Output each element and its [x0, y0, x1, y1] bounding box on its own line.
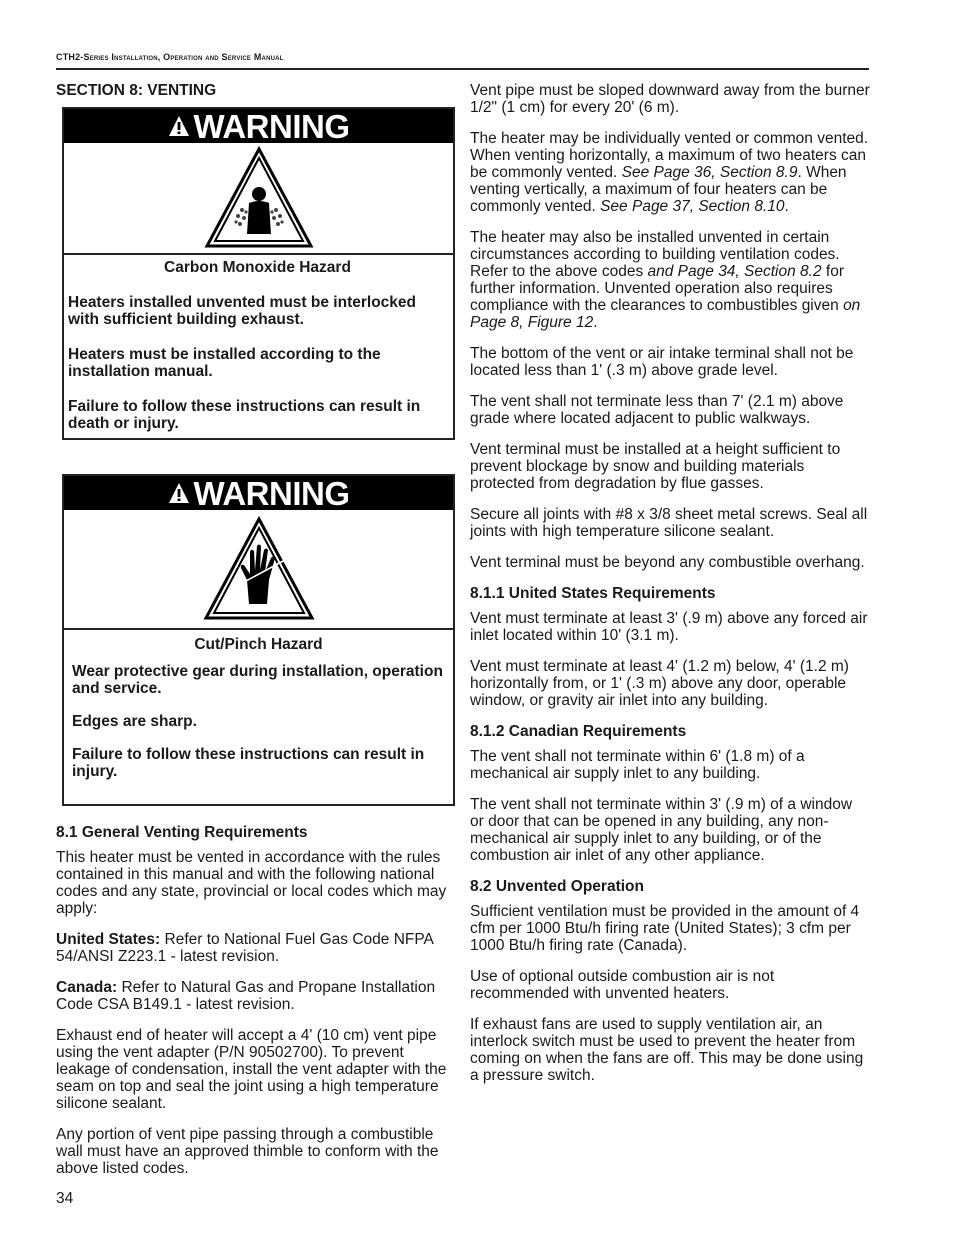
warning-line: Failure to follow these instructions can result in injury. [72, 746, 425, 780]
warning-header [64, 476, 453, 510]
right-column [470, 82, 870, 1098]
paragraph-us-codes [56, 931, 456, 965]
co-hazard-icon [64, 143, 453, 255]
paragraph: Vent pipe must be sloped downward away from the burner 1/2" (1 cm) for every 20' (6 m). [470, 82, 870, 116]
warning-label: WARNING [193, 474, 350, 512]
text: . [593, 314, 598, 331]
warning-body [64, 255, 453, 438]
paragraph: Exhaust end of heater will accept a 4' (10 cm) vent pipe using the vent adapter (P/N 90502700). To prevent leakage of condensation, install the vent adapter with the seam on top and seal the joint using a high temperature silicone sealant. [56, 1027, 447, 1112]
page-ref-link: and Page 34, Section 8.2 [647, 263, 822, 280]
paragraph: If exhaust fans are used to supply ventilation air, an interlock switch must be used to prevent the heater from coming on when the fans are off. This may be done using a pressure switch. [470, 1016, 864, 1084]
paragraph: Any portion of vent pipe passing through a combustible wall must have an approved thimble to conform with the above listed codes. [56, 1126, 439, 1177]
paragraph: The vent shall not terminate less than 7' (2.1 m) above grade where located adjacent to public walkways. [470, 393, 844, 427]
paragraph: Vent terminal must be beyond any combustible overhang. [470, 554, 865, 571]
us-text: Refer to National Fuel Gas Code NFPA 54/ANSI Z223.1 - latest revision. [56, 931, 434, 965]
paragraph-canada-codes [56, 979, 456, 1013]
paragraph: Vent must terminate at least 3' (.9 m) above any forced air inlet located within 10' (3.1 m). [470, 610, 868, 644]
warning-triangle-icon [168, 482, 190, 504]
section-8-1-2-title: 8.1.2 Canadian Requirements [470, 723, 687, 740]
paragraph-common-venting [470, 130, 870, 215]
text: . When venting vertically, a maximum of four heaters can be commonly vented. [470, 164, 847, 215]
warning-label: WARNING [193, 107, 350, 145]
page-ref-link: on Page 8, Figure 12 [470, 297, 861, 331]
section-8-2-title: 8.2 Unvented Operation [470, 878, 644, 895]
paragraph: The vent shall not terminate within 6' (1.8 m) of a mechanical air supply inlet to any building. [470, 748, 805, 782]
warning-line: Edges are sharp. [72, 713, 197, 730]
section-8-1-title: 8.1 General Venting Requirements [56, 824, 308, 841]
section-8-1-1-title: 8.1.1 United States Requirements [470, 585, 716, 602]
page-number: 34 [56, 1190, 74, 1207]
paragraph: The vent shall not terminate within 3' (.9 m) of a window or door that can be opened in any building, any non-mechanical air supply inlet to any building, or of the combustion air inlet of any other appliance. [470, 796, 853, 864]
warning-triangle-icon [168, 115, 190, 137]
paragraph: Vent terminal must be installed at a height sufficient to prevent blockage by snow and building materials protected from degradation by flue gasses. [470, 441, 841, 492]
page-ref-link: See Page 37, Section 8.10 [600, 198, 785, 215]
paragraph: Use of optional outside combustion air is not recommended with unvented heaters. [470, 968, 775, 1002]
warning-title: Carbon Monoxide Hazard [164, 259, 351, 276]
page-ref-link: See Page 36, Section 8.9 [621, 164, 798, 181]
text: . [784, 198, 789, 215]
header-rule [56, 68, 869, 70]
section-title: SECTION 8: VENTING [56, 82, 217, 99]
warning-box-cut [62, 474, 455, 806]
paragraph: The bottom of the vent or air intake terminal shall not be located less than 1' (.3 m) above grade level. [470, 345, 854, 379]
warning-line: Heaters installed unvented must be interlocked with sufficient building exhaust. [68, 294, 416, 328]
warning-line: Wear protective gear during installation, operation and service. [72, 663, 443, 697]
paragraph: This heater must be vented in accordance with the rules contained in this manual and with the following national codes and any state, provincial or local codes which may apply: [56, 849, 447, 917]
warning-body [64, 630, 453, 804]
cut-pinch-hand-icon [64, 510, 453, 630]
paragraph: Secure all joints with #8 x 3/8 sheet metal screws. Seal all joints with high temperature silicone sealant. [470, 506, 868, 540]
canada-text: Refer to Natural Gas and Propane Installation Code CSA B149.1 - latest revision. [56, 979, 436, 1013]
text: The heater may be individually vented or common vented. When venting horizontally, a maximum of two heaters can be commonly vented. [470, 130, 869, 181]
manual-header [56, 52, 284, 62]
canada-label: Canada: [56, 979, 118, 996]
warning-header [64, 109, 453, 143]
warning-title: Cut/Pinch Hazard [194, 636, 323, 653]
left-column [56, 82, 456, 1191]
warning-line: Failure to follow these instructions can result in death or injury. [68, 398, 421, 432]
paragraph-unvented [470, 229, 870, 331]
text: The heater may also be installed unvented in certain circumstances according to building ventilation codes. Refer to the above codes [470, 229, 840, 280]
warning-line: Heaters must be installed according to the installation manual. [68, 346, 381, 380]
warning-box-co [62, 107, 455, 440]
paragraph: Sufficient ventilation must be provided in the amount of 4 cfm per 1000 Btu/h firing rate (United States); 3 cfm per 1000 Btu/h firing rate (Canada). [470, 903, 860, 954]
manual-header-text: CTH2-Series Installation, Operation and Service Manual [56, 52, 284, 62]
text: for further information. Unvented operation also requires compliance with the clearances to combustibles given [470, 263, 845, 314]
us-label: United States: [56, 931, 161, 948]
paragraph: Vent must terminate at least 4' (1.2 m) below, 4' (1.2 m) horizontally from, or 1' (.3 m) above any door, operable window, or gravity air inlet into any building. [470, 658, 849, 709]
